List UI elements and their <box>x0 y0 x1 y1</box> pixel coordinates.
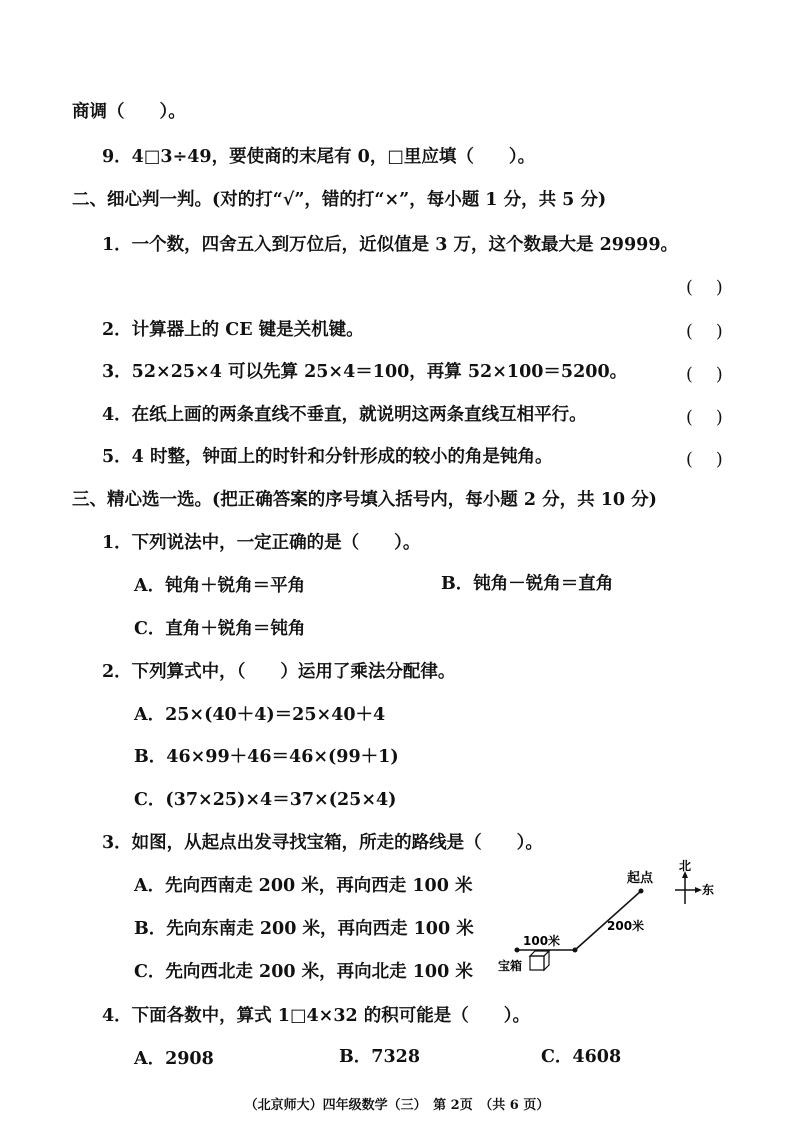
long-segment-label: 200米 <box>607 919 645 933</box>
choice-q4-option-c: C．4608 <box>541 1047 622 1067</box>
choice-q1-option-b: B．钝角－锐角＝直角 <box>441 574 614 594</box>
page-footer: （北京师大）四年级数学（三） 第 2页 （共 6 页） <box>244 1098 550 1113</box>
carryover-line: 商调（ ）。 <box>72 102 186 122</box>
compass-icon <box>675 871 702 904</box>
choice-q4-option-b: B．7328 <box>339 1047 420 1067</box>
choice-q1-stem: 1．下列说法中，一定正确的是（ ）。 <box>102 533 421 553</box>
judge-answer-3[interactable]: ( ) <box>686 365 723 385</box>
choice-q2-option-c: C．(37×25)×4＝37×(25×4) <box>134 790 397 810</box>
choice-q3-stem: 3．如图，从起点出发寻找宝箱，所走的路线是（ ）。 <box>102 833 543 853</box>
choice-q3-option-c: C．先向西北走 200 米，再向北走 100 米 <box>134 962 473 982</box>
east-label: 东 <box>702 883 715 897</box>
judge-answer-5[interactable]: ( ) <box>686 450 723 470</box>
choice-q4-stem: 4．下面各数中，算式 1□4×32 的积可能是（ ）。 <box>102 1006 531 1026</box>
treasure-box-icon <box>530 951 549 970</box>
short-segment-label: 100米 <box>523 934 561 948</box>
question-9: 9．4□3÷49，要使商的末尾有 0，□里应填（ ）。 <box>102 147 536 167</box>
section-2-title: 二、细心判一判。(对的打“√”，错的打“×”，每小题 1 分，共 5 分) <box>72 190 607 210</box>
choice-q3-option-b: B．先向东南走 200 米，再向西走 100 米 <box>134 919 474 939</box>
choice-q1-option-c: C．直角＋锐角＝钝角 <box>134 619 306 639</box>
choice-q2-option-a: A．25×(40＋4)＝25×40＋4 <box>134 705 386 725</box>
choice-q1-option-a: A．钝角＋锐角＝平角 <box>134 576 306 596</box>
treasure-label: 宝箱 <box>498 959 523 973</box>
end-point <box>515 948 520 953</box>
section-3-title: 三、精心选一选。(把正确答案的序号填入括号内，每小题 2 分，共 10 分) <box>72 490 657 510</box>
choice-q2-option-b: B．46×99＋46＝46×(99＋1) <box>134 747 399 767</box>
judge-answer-4[interactable]: ( ) <box>686 408 723 428</box>
start-label: 起点 <box>627 871 654 886</box>
route-diagram <box>495 858 715 988</box>
choice-q2-stem: 2．下列算式中，（ ）运用了乘法分配律。 <box>102 662 456 682</box>
north-label: 北 <box>679 859 692 873</box>
judge-item-2: 2．计算器上的 CE 键是关机键。 <box>102 320 364 340</box>
choice-q4-option-a: A．2908 <box>134 1049 214 1069</box>
judge-answer-2[interactable]: ( ) <box>686 322 723 342</box>
judge-item-5: 5．4 时整，钟面上的时针和分针形成的较小的角是钝角。 <box>102 447 553 467</box>
judge-answer-1[interactable]: ( ) <box>686 278 723 298</box>
choice-q3-option-a: A．先向西南走 200 米，再向西走 100 米 <box>134 876 473 896</box>
judge-item-1: 1．一个数，四舍五入到万位后，近似值是 3 万，这个数最大是 29999。 <box>102 235 679 255</box>
judge-item-3: 3．52×25×4 可以先算 25×4＝100，再算 52×100＝5200。 <box>102 362 628 382</box>
judge-item-4: 4．在纸上画的两条直线不垂直，就说明这两条直线互相平行。 <box>102 405 587 425</box>
